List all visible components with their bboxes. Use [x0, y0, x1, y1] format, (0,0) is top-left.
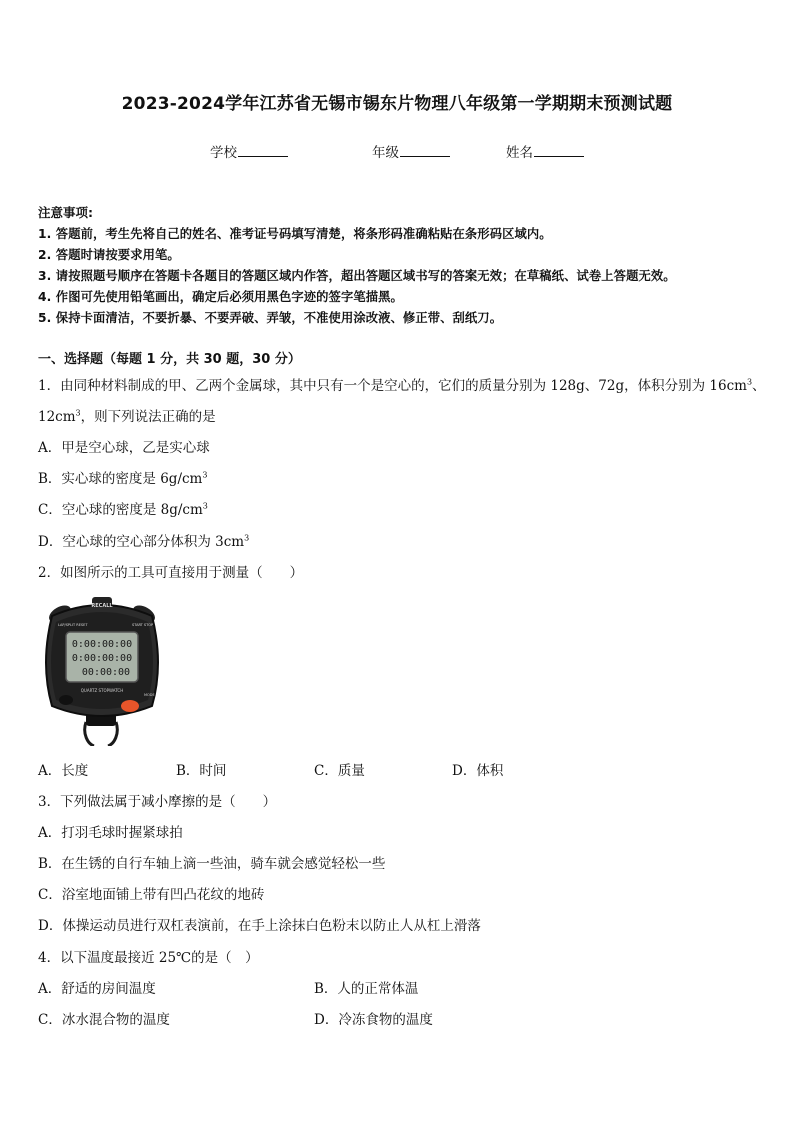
question-1-option-b: [38, 467, 207, 487]
page-title: 2023-2024学年江苏省无锡市锡东片物理八年级第一学期期末预测试题: [121, 94, 673, 114]
brand-label: QUARTZ STOPWATCH: [80, 688, 124, 693]
question-4-stem: 4．以下温度最接近 25℃的是（ ）: [38, 950, 259, 966]
question-1-line2-end: ，则下列说法正确的是: [80, 409, 216, 425]
grade-blank: [400, 143, 450, 157]
recall-label: RECALL: [91, 603, 113, 609]
school-label: 学校: [210, 145, 237, 161]
school-field: [210, 141, 288, 161]
question-1-option-d: [38, 530, 249, 550]
lcd-row-3: 00:00:00: [81, 667, 131, 678]
superscript: 3: [202, 501, 208, 511]
lcd-row-1: 0:00:00:00: [71, 639, 133, 650]
question-1-stem: [38, 374, 766, 394]
question-3-option-a: A．打羽毛球时握紧球拍: [38, 825, 183, 841]
name-field: [506, 141, 584, 161]
superscript: 3: [75, 408, 81, 418]
question-2-option-b: B．时间: [176, 763, 227, 779]
superscript: 3: [746, 377, 753, 387]
option-text: B．实心球的密度是 6g/cm: [38, 471, 203, 487]
question-1-option-c: [38, 498, 208, 518]
question-3-option-d: D．体操运动员进行双杠表演前，在手上涂抹白色粉末以防止人从杠上滑落: [38, 918, 481, 934]
question-4-option-c: C．冰水混合物的温度: [38, 1012, 170, 1028]
section-heading: 一、选择题（每题 1 分，共 30 题，30 分）: [38, 352, 301, 367]
question-3-stem: 3．下列做法属于减小摩擦的是（ ）: [38, 794, 277, 810]
question-4-option-b: B．人的正常体温: [314, 981, 419, 997]
question-1-line2: 12cm: [38, 409, 76, 425]
mode-label: MODE: [144, 693, 155, 697]
note-item: 3. 请按照题号顺序在答题卡各题目的答题区域内作答，超出答题区域书写的答案无效；在草稿纸、试卷上答题无效。: [38, 269, 676, 283]
grade-label: 年级: [372, 145, 399, 161]
superscript: 3: [244, 533, 250, 543]
note-item: 4. 作图可先使用铅笔画出，确定后必须用黑色字迹的签字笔描黑。: [38, 290, 403, 304]
question-3-option-c: C．浴室地面铺上带有凹凸花纹的地砖: [38, 887, 265, 903]
question-3-option-b: B．在生锈的自行车轴上滴一些油，骑车就会感觉轻松一些: [38, 856, 386, 872]
question-2-option-d: D．体积: [452, 763, 504, 779]
name-blank: [534, 143, 584, 157]
question-1-stem-cont: [38, 405, 216, 425]
option-text: D．空心球的空心部分体积为 3cm: [38, 534, 245, 550]
grade-field: [372, 141, 450, 161]
question-1-option-a: A．甲是空心球，乙是实心球: [38, 440, 210, 456]
question-1-line1-end: 、: [752, 378, 766, 394]
note-item: 5. 保持卡面清洁，不要折暴、不要弄破、弄皱，不准使用涂改液、修正带、刮纸刀。: [38, 311, 503, 325]
left-bottom-button: [59, 695, 73, 705]
question-4-option-d: D．冷冻食物的温度: [314, 1012, 433, 1028]
mode-button: [121, 700, 139, 712]
note-item: 2. 答题时请按要求用笔。: [38, 248, 180, 262]
note-item: 1. 答题前，考生先将自己的姓名、准考证号码填写清楚，将条形码准确粘贴在条形码区域内。: [38, 227, 552, 241]
question-2-stem: 2．如图所示的工具可直接用于测量（ ）: [38, 565, 304, 581]
lcd-row-2: 0:00:00:00: [71, 653, 133, 664]
notes-heading: 注意事项:: [38, 205, 93, 220]
start-label: START STOP: [132, 623, 154, 627]
question-2-option-a: A．长度: [38, 763, 89, 779]
option-text: C．空心球的密度是 8g/cm: [38, 502, 203, 518]
question-4-option-a: A．舒适的房间温度: [38, 981, 156, 997]
stopwatch-image: [36, 594, 166, 746]
name-label: 姓名: [506, 145, 533, 161]
superscript: 3: [202, 470, 208, 480]
lap-label: LAP/SPLIT RESET: [58, 623, 88, 627]
school-blank: [238, 143, 288, 157]
question-1-line1: 1．由同种材料制成的甲、乙两个金属球，其中只有一个是空心的，它们的质量分别为 128g、72g，体积分别为 16cm: [38, 378, 747, 394]
question-2-option-c: C．质量: [314, 763, 365, 779]
